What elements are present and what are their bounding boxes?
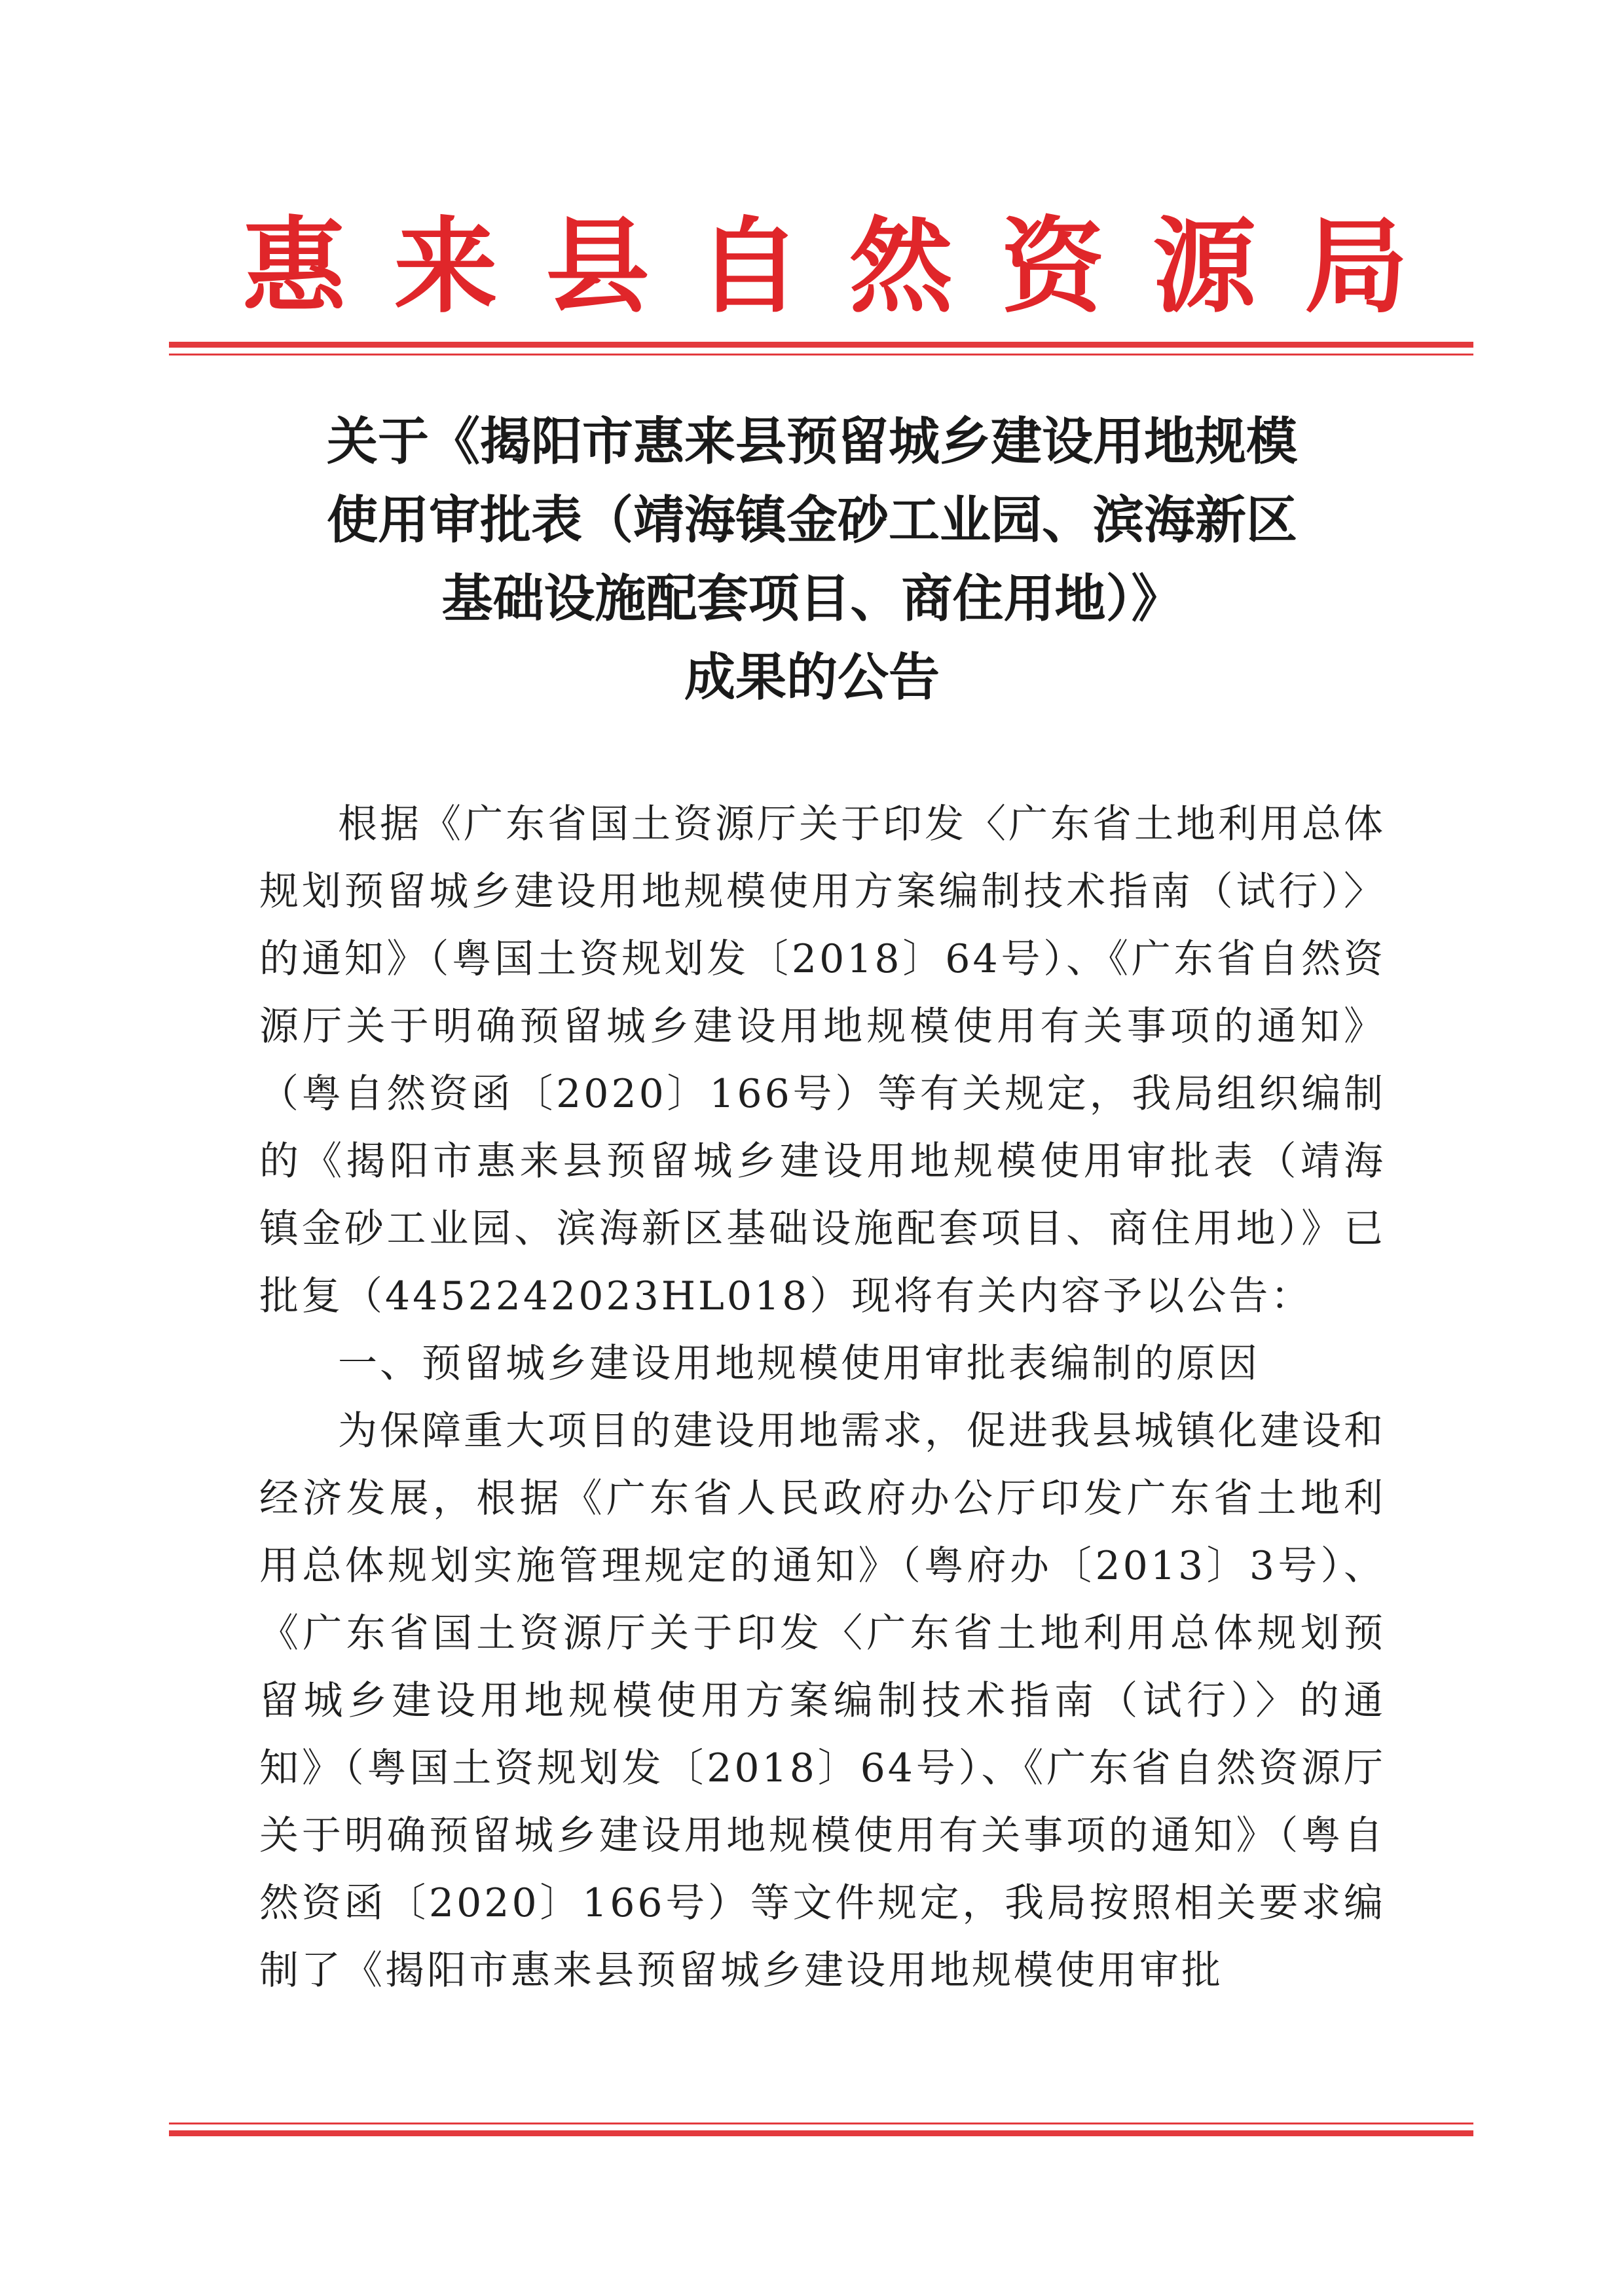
title-line: 基础设施配套项目、商住用地）》 [441, 570, 1183, 629]
header-char: 源 [1153, 206, 1257, 327]
header-char: 资 [1001, 206, 1105, 327]
title-line: 关于《揭阳市惠来县预留城乡建设用地规模 [326, 412, 1297, 471]
footer-divider-thick [169, 2130, 1473, 2136]
header-char: 县 [545, 206, 650, 327]
header-divider-thin [169, 354, 1473, 355]
section-heading: 一、预留城乡建设用地规模使用审批表编制的原因 [338, 1341, 1260, 1387]
footer-divider-thin [169, 2123, 1473, 2124]
body-paragraph: 根据《广东省国土资源厅关于印发〈广东省土地利用总体规划预留城乡建设用地规模使用方案编制技术指南（试行）〉的通知》（粤国土资规划发〔2018〕64号）、《广东省自然资源厅关于明确预留城乡建设用地规模使用有关事项的通知》（粤自然资函〔2020〕166号）等有关规定，我局组织编制的《揭阳市惠来县预留城乡建设用地规模使用审批表（靖海镇金砂工业园、滨海新区基础设施配套项目、商住用地）》已批复（4452242023HL018）现将有关内容予以公告： [259, 801, 1386, 1319]
header-char: 自 [697, 206, 802, 327]
notice-body [259, 791, 1386, 2005]
header-char: 惠 [242, 206, 346, 327]
title-line: 使用审批表（靖海镇金砂工业园、滨海新区 [326, 491, 1297, 550]
title-line: 成果的公告 [684, 648, 940, 707]
header-char: 局 [1304, 206, 1408, 327]
notice-title [216, 403, 1408, 717]
body-paragraph: 为保障重大项目的建设用地需求，促进我县城镇化建设和经济发展，根据《广东省人民政府办公厅印发广东省土地利用总体规划实施管理规定的通知》（粤府办〔2013〕3号）、《广东省国土资源厅关于印发〈广东省土地利用总体规划预留城乡建设用地规模使用方案编制技术指南（试行）〉的通知》（粤国土资规划发〔2018〕64号）、《广东省自然资源厅关于明确预留城乡建设用地规模使用有关事项的通知》（粤自然资函〔2020〕166号）等文件规定，我局按照相关要求编制了《揭阳市惠来县预留城乡建设用地规模使用审批 [259, 1408, 1386, 1994]
issuing-authority-header [242, 208, 1408, 326]
header-char: 来 [394, 206, 498, 327]
header-divider-thick [169, 342, 1473, 348]
header-char: 然 [849, 206, 953, 327]
